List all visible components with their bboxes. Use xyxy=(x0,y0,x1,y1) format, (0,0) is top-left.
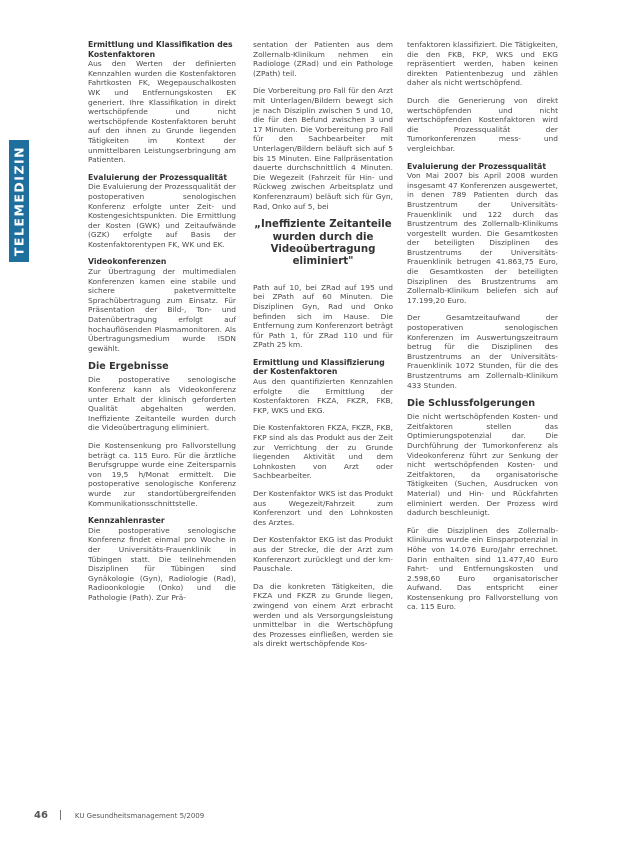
paragraph: Die Kostensenkung pro Fallvorstellung beträgt ca. 115 Euro. Für die ärztliche Berufsgruppe wurde eine Zeitersparnis von 19,5 h/Monat ermittelt. Die postoperative senologische Konferenz wurde zur standortübergreifenden Kommunikationsschnittstelle. xyxy=(88,440,236,508)
pull-quote: „Ineffiziente Zeitanteile wurden durch die Videoübertragung eliminiert" xyxy=(254,219,392,268)
section-heading: Kennzahlenraster xyxy=(88,516,165,526)
paragraph: Der Gesamtzeitaufwand der postoperativen senologischen Konferenzen im Auswertungszeitraum betrug für die Disziplinen des Brustzentrums an der Universitäts-Frauenklinik 1072 Stunden, für die des Brustzentrums am Zollernalb-Klinikum 433 Stunden. xyxy=(407,313,558,390)
column-2 xyxy=(253,40,393,657)
paragraph: Durch die Generierung von direkt wertschöpfenden und nicht wertschöpfenden Kostenfaktoren wird die Prozessqualität der Tumorkonferenzen mess- und vergleichbar. xyxy=(407,95,558,153)
footer-source: KU Gesundheitsmanagement 5/2009 xyxy=(74,812,205,820)
paragraph: Path auf 10, bei ZRad auf 195 und bei ZPath auf 60 Minuten. Die Disziplinen Gyn, Rad und Onko befinden sich im Hause. Die Entfernung zum Konferenzort beträgt für Path 1, für ZRad 110 und für ZPath 25 km. xyxy=(253,282,393,350)
paragraph: sentation der Patienten aus dem Zollernalb-Klinikum nehmen ein Radiologe (ZRad) und ein Pathologe (ZPath) teil. xyxy=(253,40,393,78)
section-heading: Ermittlung und Klassifizierung der Kostenfaktoren xyxy=(253,357,385,377)
page-footer xyxy=(34,810,204,821)
section-tab-label: TELEMEDIZIN xyxy=(11,145,27,257)
paragraph: Die nicht wertschöpfenden Kosten- und Zeitfaktoren stellen das Optimierungspotenzial dar. Die Durchführung der Tumorkonferenz als Videokonferenz führt zur Senkung der nicht wertschöpfenden Kosten- und Zeitfaktoren, da organisatorische Tätigkeiten (Suchen, Ausdrucken von Material) und Hin- und Rückfahrten eliminiert werden. Der Prozess wird dadurch beschleunigt. xyxy=(407,412,558,518)
section-heading: Die Schlussfolgerungen xyxy=(407,398,536,410)
section-heading: Evaluierung der Prozessqualität xyxy=(407,161,547,171)
paragraph: Aus den Werten der definierten Kennzahlen wurden die Kostenfaktoren Fahrtkosten FK, Wegepauschalkosten WK und Entfernungskosten EK generiert. Ihre Klassifikation in direkt wertschöpfende und nicht wertschöpfende Kostenfaktoren beruht auf den ihnen zu Grunde liegenden Tätigkeiten im Kontext der unmittelbaren Leistungserbringung am Patienten. xyxy=(88,59,236,165)
paragraph: Aus den quantifizierten Kennzahlen erfolgte die Ermittlung der Kostenfaktoren FKZA, FKZR, FKB, FKP, WKS und EKG. xyxy=(253,377,393,415)
paragraph: Die Evaluierung der Prozessqualität der postoperativen senologischen Konferenz erfolgte unter Zeit- und Kostengesichtspunkten. Die Ermittlung der Kosten (GWK) und Zeitaufwände (GZK) erfolgte auf Basis der Kostenfaktorentypen FK, WK und EK. xyxy=(88,182,236,249)
section-heading: Videokonferenzen xyxy=(88,257,167,267)
paragraph: Die postoperative senologische Konferenz findet einmal pro Woche in der Universitäts-Frauenklinik in Tübingen statt. Die teilnehmenden Disziplinen für Tübingen sind Gynäkologie (Gyn), Radiologie (Rad), Radioonkologie (Onko) und die Pathologie (Path). Zur Prä- xyxy=(88,525,236,602)
paragraph: Der Kostenfaktor WKS ist das Produkt aus Wegezeit/Fahrzeit zum Konferenzort und den Lohnkosten des Arztes. xyxy=(253,489,393,527)
paragraph: Der Kostenfaktor EKG ist das Produkt aus der Strecke, die der Arzt zum Konferenzort zurücklegt und der km-Pauschale. xyxy=(253,535,393,574)
footer-divider xyxy=(60,810,61,820)
page-number: 46 xyxy=(34,810,48,821)
paragraph: Die Vorbereitung pro Fall für den Arzt mit Unterlagen/Bildern bewegt sich je nach Disziplin zwischen 5 und 10, die für den Befund zwischen 3 und 17 Minuten. Die Vorbereitung pro Fall für den Sachbearbeiter mit Unterlagen/Bildern beläuft sich auf 5 bis 15 Minuten. Eine Fallpräsentation dauerte durchschnittlich 4 Minuten. Die Wegezeit (Fahrzeit für Hin- und Rückweg zwischen Arbeitsplatz und Konferenzraum) beläuft sich für Gyn, Rad, Onko auf 5, bei xyxy=(253,86,393,211)
section-heading: Ermittlung und Klassifikation des Kostenfaktoren xyxy=(88,40,233,59)
paragraph: Für die Disziplinen des Zollernalb-Klinikums wurde ein Einsparpotenzial in Höhe von 14.076 Euro/Jahr errechnet. Darin enthalten sind 11.477,40 Euro Fahrt- und Entfernungskosten und 2.598,60 Euro organisatorischer Aufwand. Das entspricht einer Kostensenkung pro Fallvorstellung von ca. 115 Euro. xyxy=(407,525,558,612)
section-heading: Evaluierung der Prozessqualität xyxy=(88,172,228,182)
column-3 xyxy=(407,40,558,620)
paragraph: Die Kostenfaktoren FKZA, FKZR, FKB, FKP sind als das Produkt aus der Zeit zur Verrichtung der zu Grunde liegenden Aktivität und dem Lohnkosten von Arzt oder Sachbearbeiter. xyxy=(253,423,393,481)
paragraph: Von Mai 2007 bis April 2008 wurden insgesamt 47 Konferenzen ausgewertet, in denen 789 Patienten durch das Brustzentrum der Universitäts-Frauenklinik und 122 durch das Brustzentrum des Zollernalb-Klinikums vorgestellt wurden. Die Gesamtkosten der beteiligten Disziplinen des Brustzentrums der Universitäts-Frauenklinik betrugen 41.863,75 Euro, die Gesamtkosten der beteiligten Disziplinen des Brustzentrums am Zollernalb-Klinikum beliefen sich auf 17.199,20 Euro. xyxy=(407,171,558,305)
section-heading: Die Ergebnisse xyxy=(88,361,169,373)
section-tab xyxy=(9,140,29,262)
paragraph: tenfaktoren klassifiziert. Die Tätigkeiten, die den FKB, FKP, WKS und EKG repräsentiert werden, haben keinen direkten Patientenbezug und zählen daher als nicht wertschöpfend. xyxy=(407,40,558,88)
column-1 xyxy=(88,40,236,610)
paragraph: Da die konkreten Tätigkeiten, die FKZA und FKZR zu Grunde liegen, zwingend von einem Arzt erbracht werden und als Versorgungsleistung unmittelbar in die Wertschöpfung des Prozesses einfließen, werden sie als direkt wertschöpfende Kos- xyxy=(253,581,393,649)
paragraph: Die postoperative senologische Konferenz kann als Videokonferenz unter Erhalt der klinisch geforderten Qualität abgehalten werden. Ineffiziente Zeitanteile wurden durch die Videoübertragung eliminiert. xyxy=(88,375,236,433)
paragraph: Zur Übertragung der multimedialen Konferenzen kamen eine stabile und sichere paketvermittelte Sprachübertragung zum Einsatz. Für Präsentation der Bild-, Ton- und Datenübertragung erfolgt auf hochauflösenden Plasmamonitoren. Als Übertragungsmedium wurde ISDN gewählt. xyxy=(88,267,236,353)
